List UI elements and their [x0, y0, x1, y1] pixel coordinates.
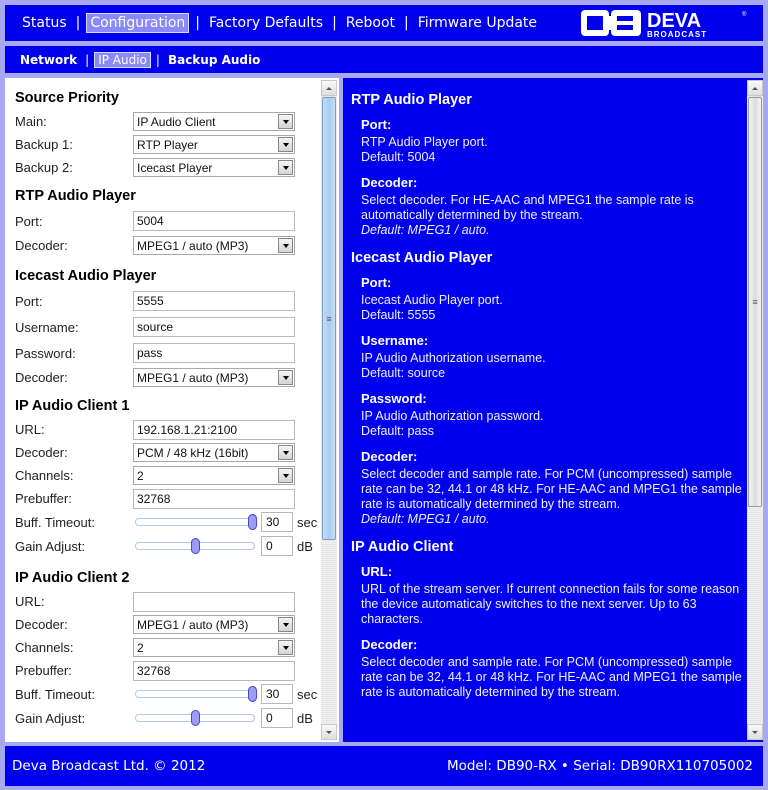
dropdown-arrow-icon	[278, 640, 293, 655]
svg-text:DEVA: DEVA	[647, 10, 702, 32]
nav-status[interactable]: Status	[22, 15, 67, 31]
slider-handle[interactable]	[248, 686, 257, 702]
label-rtp-port: Port:	[15, 213, 43, 229]
dropdown-arrow-icon	[278, 468, 293, 483]
label-main: Main:	[15, 114, 47, 129]
nav-separator: |	[75, 15, 81, 31]
help-label: Port:	[361, 275, 392, 290]
help-item	[351, 564, 743, 627]
nav-firmware-update[interactable]: Firmware Update	[417, 15, 538, 31]
client1-channels-select[interactable]	[133, 466, 295, 485]
select-value: PCM / 48 kHz (16bit)	[137, 445, 249, 460]
label-client1-channels: Channels:	[15, 468, 74, 483]
nav-separator: |	[195, 15, 201, 31]
help-default: Default: MPEG1 / auto.	[361, 512, 490, 526]
help-default: Default: pass	[361, 424, 434, 438]
copyright: Deva Broadcast Ltd. © 2012	[12, 758, 206, 774]
scroll-down-icon[interactable]	[321, 724, 337, 740]
nav-separator: |	[155, 52, 160, 67]
help-title-icecast: Icecast Audio Player	[351, 250, 493, 266]
icecast-password-input[interactable]: pass	[133, 343, 295, 363]
nav-configuration[interactable]: Configuration	[86, 13, 189, 33]
sub-nav	[5, 46, 763, 73]
subnav-backup-audio[interactable]: Backup Audio	[167, 52, 261, 67]
section-title-source-priority: Source Priority	[15, 90, 119, 106]
client1-gain-slider[interactable]	[135, 542, 255, 550]
nav-separator: |	[404, 15, 409, 31]
help-text: Icecast Audio Player port.	[361, 293, 503, 307]
label-rtp-decoder: Decoder:	[15, 238, 68, 253]
backup1-source-select[interactable]	[133, 135, 295, 154]
help-text: Select decoder. For HE-AAC and MPEG1 the sample rate is automatically determined by the stream.	[361, 193, 694, 222]
help-label: Decoder:	[361, 449, 418, 464]
client1-prebuffer-input[interactable]: 32768	[133, 489, 295, 509]
slider-handle[interactable]	[191, 538, 200, 554]
client2-channels-select[interactable]	[133, 638, 295, 657]
label-client2-channels: Channels:	[15, 640, 74, 655]
select-value: MPEG1 / auto (MP3)	[137, 370, 249, 385]
top-nav	[5, 5, 763, 41]
help-content	[343, 78, 743, 710]
nav-separator: |	[85, 52, 90, 67]
help-label: URL:	[361, 564, 393, 579]
section-title-icecast: Icecast Audio Player	[15, 268, 157, 284]
help-default: Default: 5555	[361, 308, 436, 322]
section-title-client2: IP Audio Client 2	[15, 570, 130, 586]
client2-timeout-input[interactable]: 30	[261, 684, 293, 704]
select-value: MPEG1 / auto (MP3)	[137, 238, 249, 253]
dropdown-arrow-icon	[278, 114, 293, 129]
section-title-rtp: RTP Audio Player	[15, 188, 136, 204]
dropdown-arrow-icon	[278, 617, 293, 632]
main-source-select[interactable]	[133, 112, 295, 131]
scroll-up-icon[interactable]	[321, 80, 337, 96]
label-client2-gain: Gain Adjust:	[15, 710, 86, 726]
slider-handle[interactable]	[191, 710, 200, 726]
help-label: Port:	[361, 117, 392, 132]
help-item	[351, 449, 743, 527]
label-client1-prebuffer: Prebuffer:	[15, 491, 72, 506]
client2-gain-input[interactable]: 0	[261, 708, 293, 728]
dropdown-arrow-icon	[278, 137, 293, 152]
label-icecast-port: Port:	[15, 293, 43, 309]
label-client2-prebuffer: Prebuffer:	[15, 663, 72, 678]
label-client2-timeout: Buff. Timeout:	[15, 686, 95, 702]
help-default: Default: source	[361, 366, 446, 380]
settings-form	[5, 78, 323, 730]
help-item	[351, 117, 743, 165]
footer	[5, 746, 763, 786]
backup2-source-select[interactable]	[133, 158, 295, 177]
settings-form-panel	[5, 78, 339, 742]
scrollbar-thumb[interactable]: ≡	[748, 97, 762, 507]
client1-decoder-select[interactable]	[133, 443, 295, 462]
select-value: MPEG1 / auto (MP3)	[137, 617, 249, 632]
nav-separator: |	[332, 15, 337, 31]
unit-db: dB	[297, 710, 313, 726]
client1-timeout-slider[interactable]	[135, 518, 255, 526]
model-serial-info: Model: DB90-RX • Serial: DB90RX110705002	[446, 758, 753, 774]
rtp-port-input[interactable]: 5004	[133, 211, 295, 231]
label-client2-url: URL:	[15, 594, 45, 609]
nav-reboot[interactable]: Reboot	[345, 15, 395, 31]
help-item	[351, 333, 743, 381]
help-label: Password:	[361, 391, 427, 406]
help-text: URL of the stream server. If current connection fails for some reason the device automaticaly switches to the next server. Up to 63 characters.	[361, 582, 740, 626]
scrollbar-thumb[interactable]: ≡	[322, 97, 336, 540]
client1-url-input[interactable]: 192.168.1.21:2100	[133, 420, 295, 440]
select-value: 2	[137, 468, 144, 483]
select-value: IP Audio Client	[137, 114, 216, 129]
dropdown-arrow-icon	[278, 370, 293, 385]
subnav-ip-audio[interactable]: IP Audio	[94, 52, 151, 68]
help-title-rtp: RTP Audio Player	[351, 92, 472, 108]
unit-sec: sec	[297, 686, 318, 702]
client1-timeout-input[interactable]: 30	[261, 512, 293, 532]
select-value: Icecast Player	[137, 160, 213, 175]
help-text: IP Audio Authorization username.	[361, 351, 546, 365]
help-item	[351, 391, 743, 439]
help-panel	[343, 78, 763, 742]
client2-timeout-slider[interactable]	[135, 690, 255, 698]
help-item	[351, 637, 743, 700]
unit-sec: sec	[297, 514, 318, 530]
rtp-decoder-select[interactable]	[133, 236, 295, 255]
help-item	[351, 175, 743, 238]
icecast-port-input[interactable]: 5555	[133, 291, 295, 311]
client2-prebuffer-input[interactable]: 32768	[133, 661, 295, 681]
scroll-down-icon[interactable]	[747, 724, 763, 740]
scroll-up-icon[interactable]	[747, 80, 763, 96]
help-text: Select decoder and sample rate. For PCM (uncompressed) sample rate can be 32, 44.1 or 48 kHz. For HE-AAC and MPEG1 the sample rate is automatically determined by the stream.	[361, 655, 742, 699]
svg-text:BROADCAST: BROADCAST	[647, 30, 708, 39]
section-title-client1: IP Audio Client 1	[15, 398, 130, 414]
label-client2-decoder: Decoder:	[15, 617, 68, 632]
label-backup1: Backup 1:	[15, 137, 73, 152]
icecast-decoder-select[interactable]	[133, 368, 295, 387]
help-text: IP Audio Authorization password.	[361, 409, 544, 423]
label-client1-gain: Gain Adjust:	[15, 538, 86, 554]
dropdown-arrow-icon	[278, 238, 293, 253]
form-scrollbar[interactable]	[321, 80, 337, 740]
label-client1-decoder: Decoder:	[15, 445, 68, 460]
label-client1-url: URL:	[15, 422, 45, 437]
client2-url-input[interactable]	[133, 592, 295, 612]
select-value: RTP Player	[137, 137, 198, 152]
label-client1-timeout: Buff. Timeout:	[15, 514, 95, 530]
help-text: Select decoder and sample rate. For PCM (uncompressed) sample rate can be 32, 44.1 or 48 kHz. For HE-AAC and MPEG1 the sample rate is automatically determined by the stream.	[361, 467, 742, 511]
help-label: Decoder:	[361, 637, 418, 652]
client2-gain-slider[interactable]	[135, 714, 255, 722]
help-title-client: IP Audio Client	[351, 539, 454, 555]
nav-factory-defaults[interactable]: Factory Defaults	[209, 15, 324, 31]
help-label: Decoder:	[361, 175, 418, 190]
label-icecast-decoder: Decoder:	[15, 370, 68, 385]
deva-broadcast-logo	[581, 7, 759, 39]
select-value: 2	[137, 640, 144, 655]
help-scrollbar[interactable]	[747, 80, 763, 740]
help-text: RTP Audio Player port.	[361, 135, 488, 149]
help-default: Default: 5004	[361, 150, 436, 164]
help-item	[351, 275, 743, 323]
client2-decoder-select[interactable]	[133, 615, 295, 634]
dropdown-arrow-icon	[278, 160, 293, 175]
svg-text:®: ®	[742, 12, 747, 18]
help-label: Username:	[361, 333, 429, 348]
slider-handle[interactable]	[248, 514, 257, 530]
dropdown-arrow-icon	[278, 445, 293, 460]
label-username: Username:	[15, 319, 79, 335]
label-backup2: Backup 2:	[15, 160, 73, 175]
label-password: Password:	[15, 345, 76, 361]
client1-gain-input[interactable]: 0	[261, 536, 293, 556]
help-default: Default: MPEG1 / auto.	[361, 223, 490, 237]
unit-db: dB	[297, 538, 313, 554]
subnav-network[interactable]: Network	[20, 52, 78, 67]
icecast-username-input[interactable]: source	[133, 317, 295, 337]
